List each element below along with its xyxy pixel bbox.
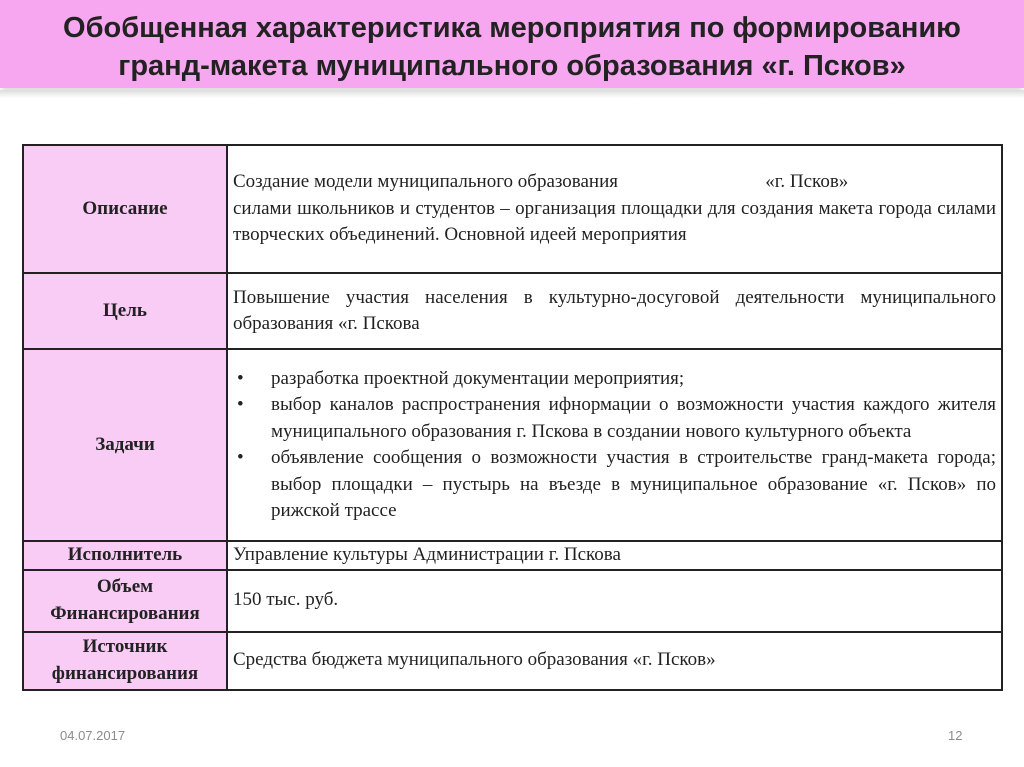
- row-funding-amount: [23, 570, 1002, 632]
- label-funding-source-line2: финансирования: [51, 662, 199, 684]
- value-executor: Управление культуры Администрации г. Пскова: [227, 541, 1002, 570]
- value-description: [227, 145, 1002, 273]
- task-item: • разработка проектной документации мероприятия;: [233, 366, 996, 393]
- value-funding-source: Средства бюджета муниципального образования «г. Псков»: [227, 632, 1002, 690]
- title-bar: [0, 0, 1024, 88]
- task-item: • выбор каналов распространения ифнормации о возможности участия каждого жителя муниципального образования г. Пскова в создании нового культурного объекта: [233, 392, 996, 445]
- label-description: Описание: [23, 145, 227, 273]
- value-goal: Повышение участия населения в культурно-досуговой деятельности муниципального образования «г. Пскова: [227, 273, 1002, 349]
- value-tasks: [227, 349, 1002, 541]
- slide-title-line1: Обобщенная характеристика мероприятия по формированию: [63, 12, 961, 44]
- description-rest: силами школьников и студентов – организация площадки для создания макета города силами творческих объединений. Основной идеей мероприятия: [233, 197, 996, 246]
- tasks-list: [233, 366, 996, 525]
- slide-title-line2: гранд-макета муниципального образования «г. Псков»: [118, 50, 906, 82]
- page-number: 12: [948, 728, 963, 743]
- row-funding-source: [23, 632, 1002, 690]
- label-funding-source-line1: Источник: [82, 636, 168, 657]
- label-executor: Исполнитель: [23, 541, 227, 570]
- value-funding-amount: 150 тыс. руб.: [227, 570, 1002, 632]
- footer-date: 04.07.2017: [60, 728, 126, 743]
- label-funding-amount: [23, 570, 227, 632]
- slide-title: [0, 0, 1024, 85]
- description-line1: Создание модели муниципального образования «г. Псков»: [233, 171, 849, 193]
- label-funding-source: [23, 632, 227, 690]
- row-tasks: [23, 349, 1002, 541]
- label-goal: Цель: [23, 273, 227, 349]
- label-funding-amount-line1: Объем: [96, 576, 154, 597]
- task-item: • объявление сообщения о возможности участия в строительстве гранд-макета города; выбор площадки – пустырь на въезде в муниципальное образование «г. Псков» по рижской трассе: [233, 445, 996, 525]
- label-tasks: Задачи: [23, 349, 227, 541]
- label-funding-amount-line2: Финансирования: [50, 602, 200, 624]
- row-description: [23, 145, 1002, 273]
- row-executor: [23, 541, 1002, 570]
- title-divider: [0, 90, 1024, 98]
- characteristics-table: [22, 144, 1003, 691]
- row-goal: [23, 273, 1002, 349]
